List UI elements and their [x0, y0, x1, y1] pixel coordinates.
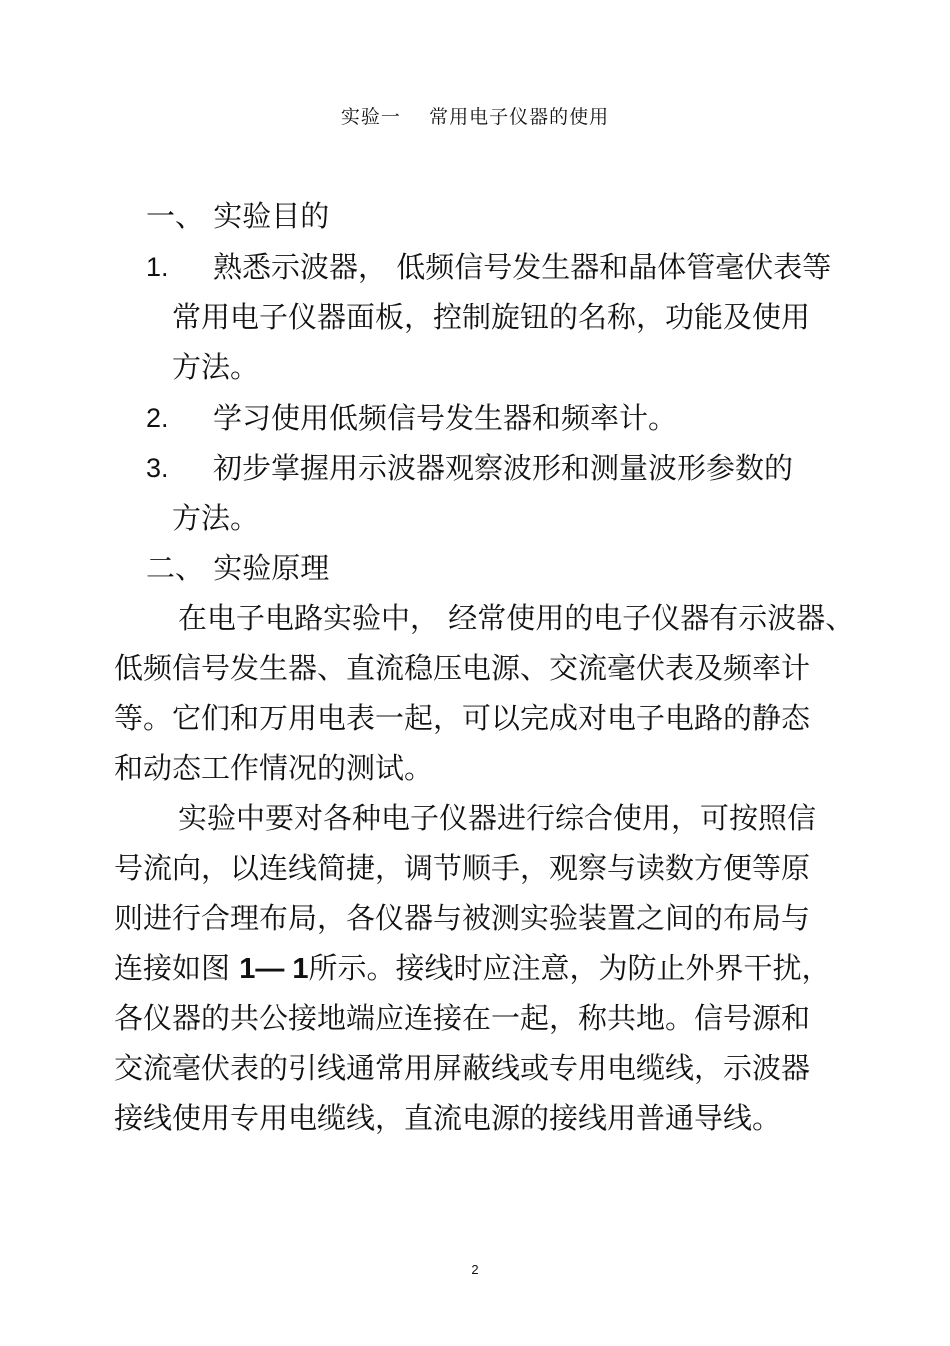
paragraph-line: 在电子电路实验中， 经常使用的电子仪器有示波器、	[178, 601, 855, 635]
paragraph-line: 接线使用专用电缆线，直流电源的接线用普通导线。	[114, 1101, 782, 1135]
paragraph-line: 实验中要对各种电子仪器进行综合使用，可按照信	[178, 801, 817, 835]
list-item-number: 3.	[146, 453, 169, 483]
paragraph-line: 号流向，以连线简捷，调节顺手，观察与读数方便等原	[114, 851, 811, 885]
list-item-number: 1.	[146, 252, 169, 282]
paragraph-line: 各仪器的共公接地端应连接在一起，称共地。信号源和	[114, 1001, 811, 1035]
section-heading-principles: 二、 实验原理	[146, 551, 330, 585]
paragraph-line: 则进行合理布局，各仪器与被测实验装置之间的布局与	[114, 901, 811, 935]
paragraph-line: 和动态工作情况的测试。	[114, 751, 434, 785]
list-item-line: 方法。	[172, 501, 260, 535]
figure-reference: 1— 1	[239, 953, 309, 985]
list-item-line: 方法。	[172, 350, 260, 384]
paragraph-line	[114, 951, 831, 986]
paragraph-line: 低频信号发生器、直流稳压电源、交流毫伏表及频率计	[114, 651, 811, 685]
list-item-number: 2.	[146, 403, 169, 433]
list-item-line: 常用电子仪器面板，控制旋钮的名称，功能及使用	[172, 300, 811, 334]
figure-line-suffix: 所示。接线时应注意，为防止外界干扰，	[308, 951, 831, 985]
paragraph-line: 交流毫伏表的引线通常用屏蔽线或专用电缆线，示波器	[114, 1051, 811, 1085]
list-item-line: 初步掌握用示波器观察波形和测量波形参数的	[213, 451, 794, 485]
list-item-line: 学习使用低频信号发生器和频率计。	[213, 401, 678, 435]
page-title: 实验一 常用电子仪器的使用	[340, 106, 610, 128]
paragraph-line: 等。它们和万用电表一起，可以完成对电子电路的静态	[114, 701, 811, 735]
section-heading-objectives: 一、 实验目的	[146, 199, 330, 233]
list-item-line: 熟悉示波器， 低频信号发生器和晶体管毫伏表等	[213, 250, 832, 284]
page-number: 2	[471, 1262, 479, 1277]
figure-line-prefix: 连接如图	[114, 951, 240, 985]
